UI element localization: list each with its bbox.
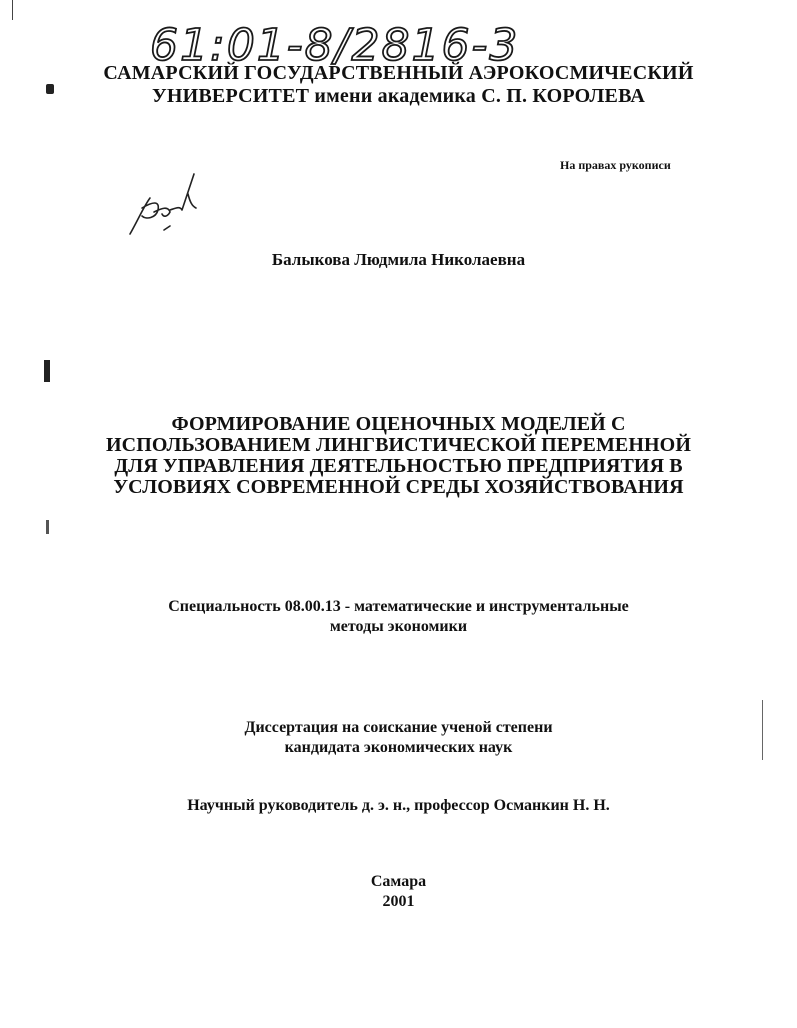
author-name: Балыкова Людмила Николаевна [271,250,526,269]
title-line-3: ДЛЯ УПРАВЛЕНИЯ ДЕЯТЕЛЬНОСТЬЮ ПРЕДПРИЯТИЯ В [114,455,683,477]
degree-statement [0,718,797,758]
title-line-1: ФОРМИРОВАНИЕ ОЦЕНОЧНЫХ МОДЕЛЕЙ С [171,413,626,435]
specialty-line-2: методы экономики [329,618,468,635]
city: Самара [370,873,427,890]
title-line-2: ИСПОЛЬЗОВАНИЕМ ЛИНГВИСТИЧЕСКОЙ ПЕРЕМЕННОЙ [106,434,691,456]
university-line-2: УНИВЕРСИТЕТ имени академика С. П. КОРОЛЕВА [152,85,645,107]
specialty [0,597,797,637]
university-header [0,62,797,108]
handwritten-signature [124,168,204,240]
place-and-year [0,872,797,912]
degree-line-2: кандидата экономических наук [284,739,513,756]
university-line-1: САМАРСКИЙ ГОСУДАРСТВЕННЫЙ АЭРОКОСМИЧЕСКИЙ [103,62,694,84]
scan-artifact [46,520,49,534]
title-line-4: УСЛОВИЯХ СОВРЕМЕННОЙ СРЕДЫ ХОЗЯЙСТВОВАНИЯ [113,476,684,498]
year: 2001 [382,893,415,910]
scientific-supervisor: Научный руководитель д. э. н., профессор Османкин Н. Н. [187,797,610,814]
scan-artifact [12,0,13,20]
scan-artifact [44,360,50,382]
dissertation-title [0,414,797,498]
archive-code-text: 61:01-8/2816-3 [150,20,520,71]
rights-note: На правах рукописи [560,158,671,172]
specialty-line-1: Специальность 08.00.13 - математические и инструментальные [168,598,629,615]
degree-line-1: Диссертация на соискание ученой степени [244,719,553,736]
